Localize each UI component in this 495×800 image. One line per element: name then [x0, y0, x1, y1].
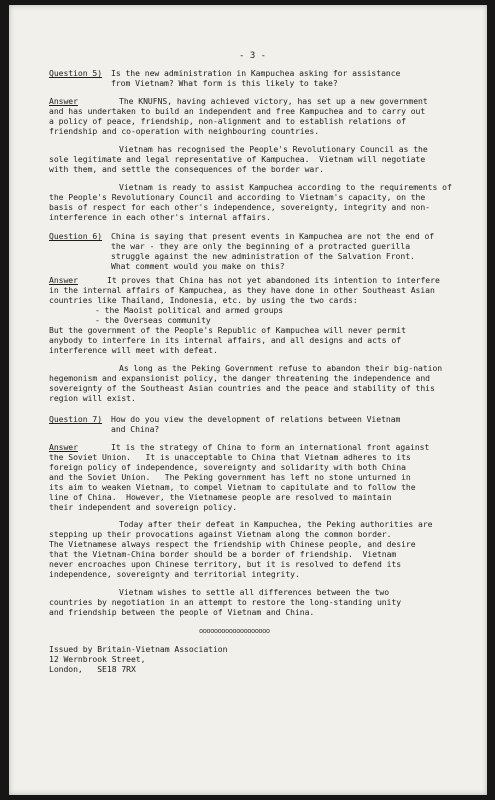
answer-5-line: Vietnam is ready to assist Kampuchea according to the requirements of: [119, 182, 452, 192]
answer-6-line: It proves that China has not yet abandoned its intention to interfere: [107, 275, 440, 285]
answer-6-line: As long as the Peking Government refuse to abandon their big-nation: [119, 363, 443, 373]
answer-7-line: and friendship between the people of Vietnam and China.: [49, 607, 315, 617]
question-5-text: Is the new administration in Kampuchea asking for assistance: [111, 68, 401, 78]
answer-7-line: foreign policy of independence, sovereignty and solidarity with both China: [49, 462, 406, 472]
answer-5-line: the People's Revolutionary Council and according to Vietnam's capacity, on the: [49, 192, 426, 202]
answer-6-label: Answer: [49, 275, 78, 285]
question-7-text: and China?: [111, 424, 160, 434]
question-7-label: Question 7): [49, 414, 103, 424]
question-6-text: China is saying that present events in Kampuchea are not the end of: [111, 231, 435, 241]
answer-6-line: sovereignty of the Southeast Asian countries and the peace and stability of this: [49, 383, 435, 393]
question-5-label: Question 5): [49, 68, 103, 78]
footer-city: London, SE18 7RX: [49, 664, 136, 674]
question-6-text: struggle against the new administration of the Salvation Front.: [111, 251, 415, 261]
footer-street: 12 Wernbrook Street,: [49, 654, 146, 664]
answer-7-line: Vietnam wishes to settle all differences between the two: [119, 587, 390, 597]
page-number: - 3 -: [239, 51, 267, 61]
answer-7-line: that the Vietnam-China border should be a border of friendship. Vietnam: [49, 549, 397, 559]
question-6-label: Question 6): [49, 231, 103, 241]
answer-7-line: and the Soviet Union. The Peking government has left no stone unturned in: [49, 472, 411, 482]
answer-7-line: its aim to weaken Vietnam, to compel Vietnam to capitulate and to follow the: [49, 482, 416, 492]
answer-5-line: friendship and co-operation with neighbouring countries.: [49, 126, 320, 136]
answer-6-line: - the Overseas community: [95, 315, 211, 325]
question-6-text: the war - they are only the beginning of a protracted guerilla: [111, 241, 411, 251]
answer-6-line: anybody to interfere in its internal affairs, and all designs and acts of: [49, 335, 402, 345]
answer-5-line: a policy of peace, friendship, non-alignment and to establish relations of: [49, 116, 406, 126]
document-page: [9, 5, 487, 795]
answer-5-line: with them, and settle the consequences of the border war.: [49, 164, 324, 174]
answer-5-line: sole legitimate and legal representative of Kampuchea. Vietnam will negotiate: [49, 154, 426, 164]
answer-7-line: stepping up their provocations against Vietnam along the common border.: [49, 529, 392, 539]
answer-7-line: their independent and sovereign policy.: [49, 502, 238, 512]
answer-6-line: But the government of the People's Republic of Kampuchea will never permit: [49, 325, 406, 335]
answer-7-label: Answer: [49, 442, 78, 452]
answer-5-line: Vietnam has recognised the People's Revolutionary Council as the: [119, 144, 428, 154]
section-separator: ooooooooooooooooooo: [199, 627, 270, 635]
answer-5-line: and has undertaken to build an independent and free Kampuchea and to carry out: [49, 106, 426, 116]
answer-6-line: countries like Thailand, Indonesia, etc. by using the two cards:: [49, 295, 358, 305]
answer-5-line: The KNUFNS, having achieved victory, has set up a new government: [119, 96, 428, 106]
question-5-text: from Vietnam? What form is this likely to take?: [111, 78, 338, 88]
answer-7-line: line of China. However, the Vietnamese people are resolved to maintain: [49, 492, 392, 502]
answer-6-line: in the internal affairs of Kampuchea, as they have done in other Southeast Asian: [49, 285, 435, 295]
answer-7-line: The Vietnamese always respect the friendship with Chinese people, and desire: [49, 539, 416, 549]
answer-5-line: interference in each other's internal affairs.: [49, 212, 271, 222]
answer-6-line: interference will meet with defeat.: [49, 345, 218, 355]
answer-5-label: Answer: [49, 96, 78, 106]
answer-6-line: region will exist.: [49, 393, 136, 403]
answer-5-line: basis of respect for each other's independence, sovereignty, integrity and non-: [49, 202, 431, 212]
answer-7-line: Today after their defeat in Kampuchea, the Peking authorities are: [119, 519, 433, 529]
question-6-text: What comment would you make on this?: [111, 261, 285, 271]
answer-7-line: the Soviet Union. It is unacceptable to China that Vietnam adheres to its: [49, 452, 411, 462]
answer-6-line: hegemonism and expansionist policy, the danger threatening the independence and: [49, 373, 431, 383]
answer-7-line: countries by negotiation in an attempt to restore the long-standing unity: [49, 597, 402, 607]
answer-7-line: It is the strategy of China to form an international front against: [111, 442, 430, 452]
footer-issuer: Issued by Britain-Vietnam Association: [49, 644, 228, 654]
question-7-text: How do you view the development of relations between Vietnam: [111, 414, 401, 424]
answer-7-line: never encroaches upon Chinese territory, but it is resolved to defend its: [49, 559, 402, 569]
answer-6-line: - the Maoist political and armed groups: [95, 305, 284, 315]
answer-7-line: independence, sovereignty and territorial integrity.: [49, 569, 300, 579]
